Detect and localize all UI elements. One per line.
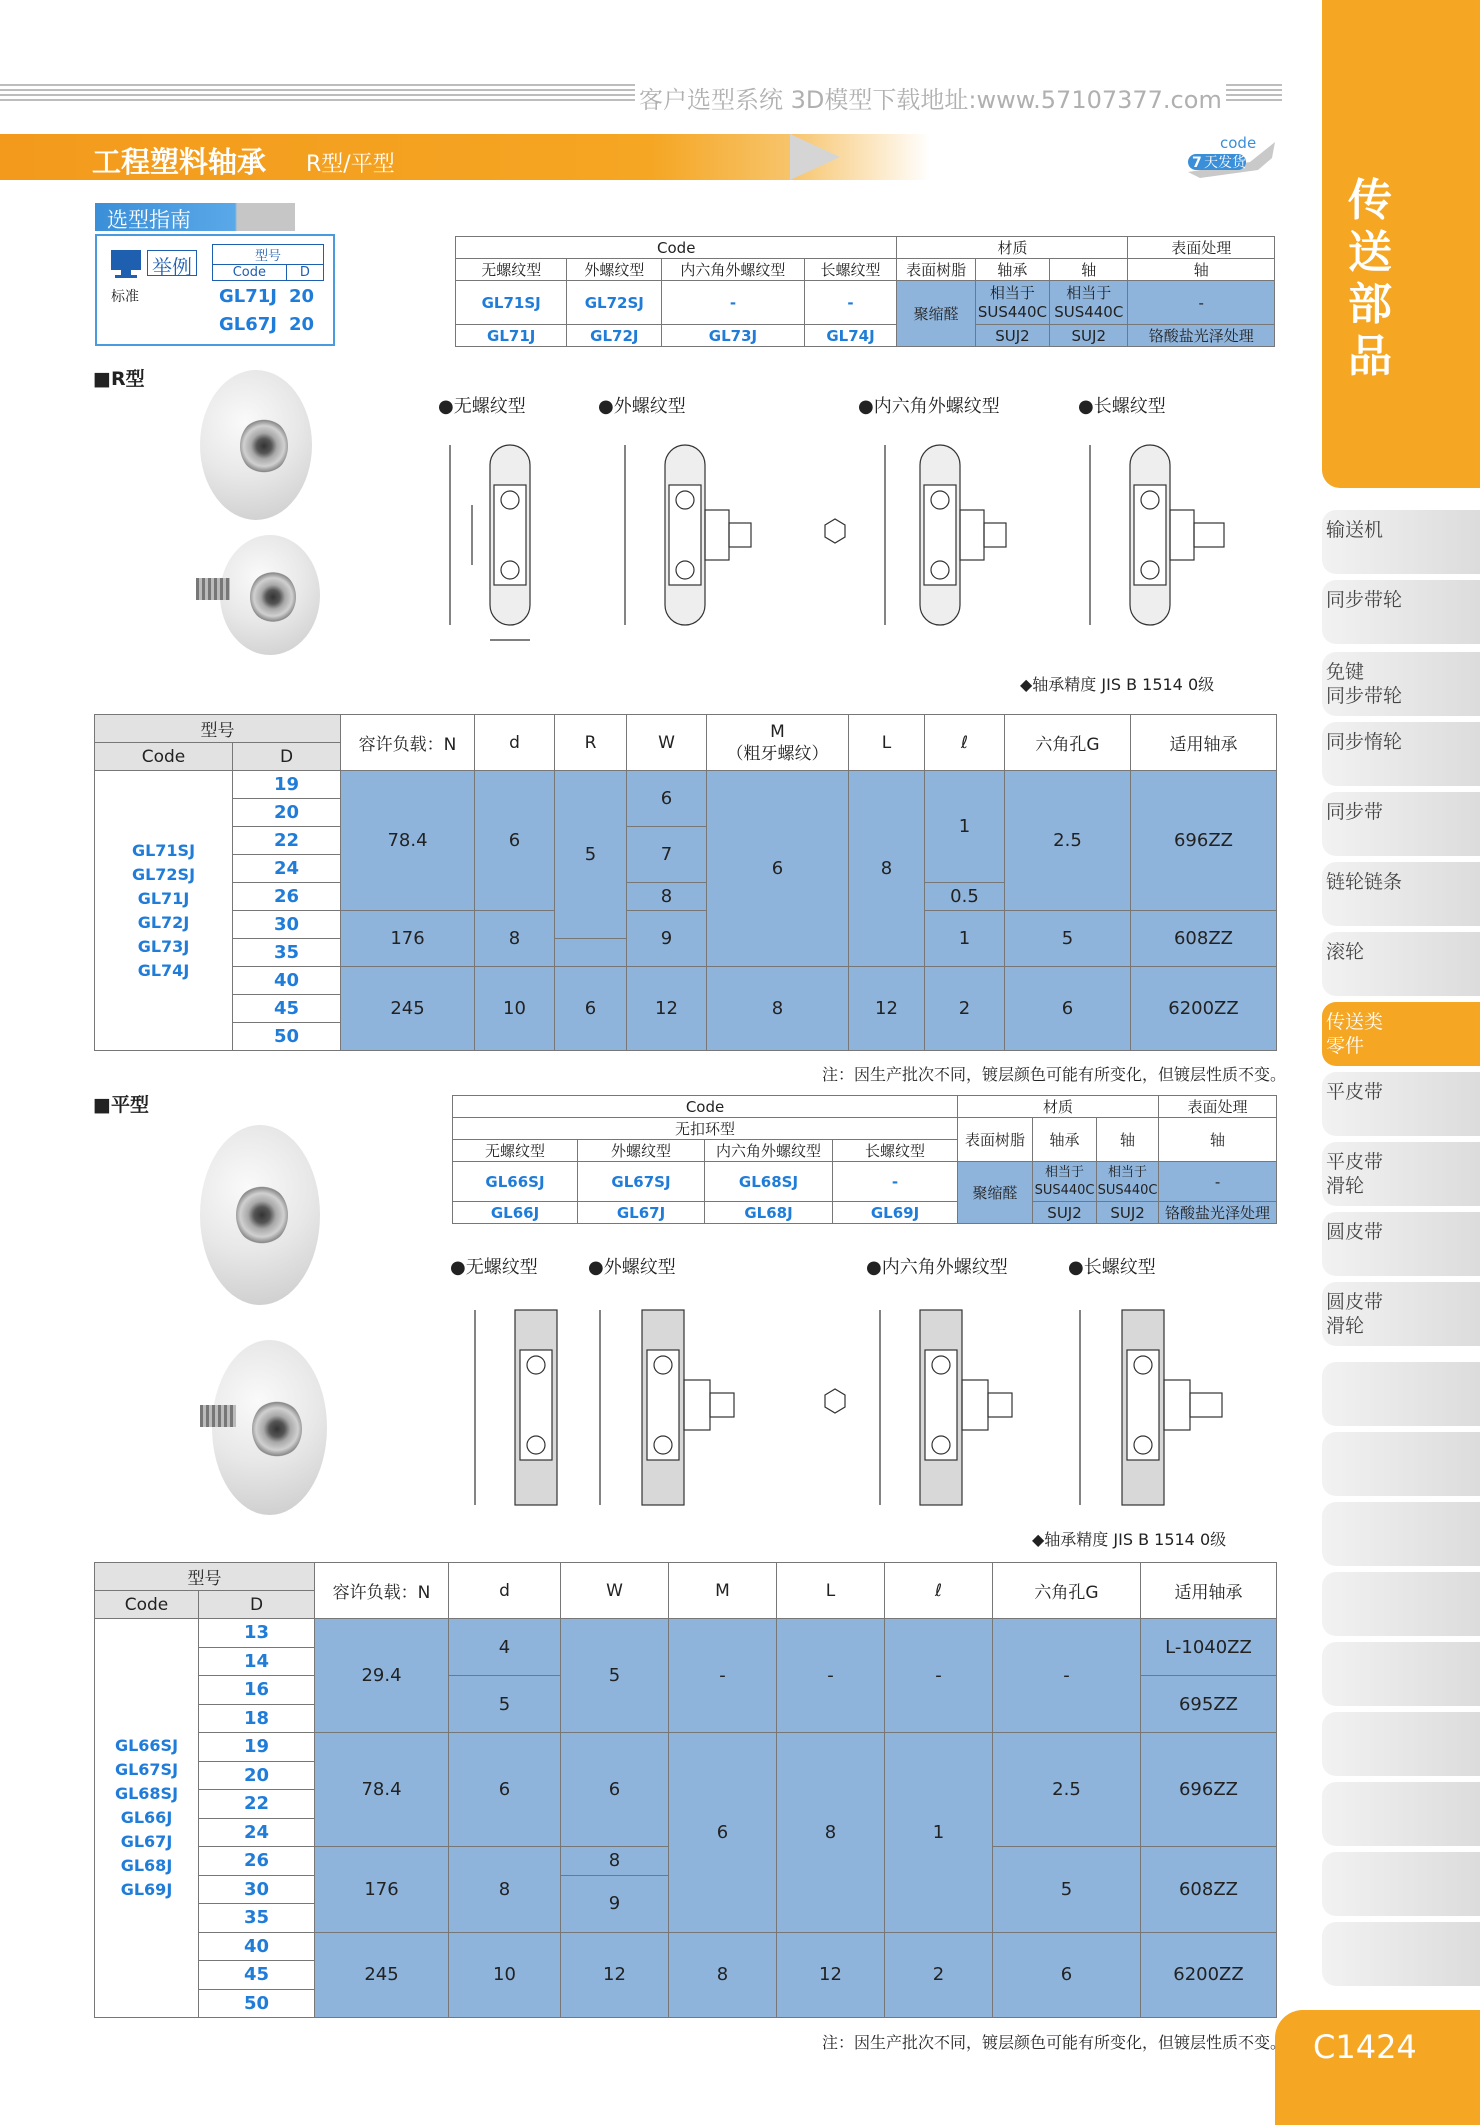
th-r: R: [555, 715, 627, 771]
th-m: M （粗牙螺纹）: [707, 715, 849, 771]
product-photo-flat-threaded: [212, 1340, 327, 1515]
d-cell: 20: [199, 1761, 315, 1790]
bore-cell: 4: [449, 1619, 561, 1676]
diagram-title: ●内六角外螺纹型: [866, 1257, 1008, 1278]
th-d: d: [475, 715, 555, 771]
load-cell: 245: [315, 1932, 449, 2018]
example-label: 举例: [147, 250, 197, 276]
th-none: 无螺纹型: [456, 259, 567, 281]
sidebar-item[interactable]: 同步带: [1322, 792, 1480, 856]
bearing-cell: SUJ2: [1033, 1202, 1097, 1224]
code-cell: GL67SJ: [578, 1162, 705, 1202]
th-D: D: [199, 1591, 315, 1619]
bore-cell: 8: [475, 911, 555, 967]
th-w: W: [627, 715, 707, 771]
load-cell: 78.4: [341, 771, 475, 911]
guide-row-d: 20: [289, 314, 315, 335]
load-cell: 29.4: [315, 1619, 449, 1733]
title-chevron: [790, 134, 840, 180]
product-photo-r-plain: [200, 370, 312, 520]
sidebar-item-empty[interactable]: [1322, 1432, 1480, 1496]
bearing-cell: 696ZZ: [1141, 1733, 1277, 1847]
d-cell: 14: [199, 1647, 315, 1676]
th-g: 六角孔G: [1005, 715, 1131, 771]
d-cell: 35: [233, 939, 341, 967]
d-cell: 50: [199, 1989, 315, 2018]
sidebar-item[interactable]: 链轮链条: [1322, 862, 1480, 926]
th-ell: ℓ: [885, 1563, 993, 1619]
load-cell: 176: [315, 1847, 449, 1933]
code-cell: -: [833, 1162, 958, 1202]
sidebar-item-empty[interactable]: [1322, 1502, 1480, 1566]
guide-col-d: D: [299, 265, 310, 280]
d-cell: 40: [233, 967, 341, 995]
th-code: Code: [95, 743, 233, 771]
bearing-cell: 相当于 SUS440C: [975, 281, 1049, 325]
d-cell: 50: [233, 1023, 341, 1051]
w-cell: 9: [561, 1875, 669, 1932]
guide-row-d: 20: [289, 286, 315, 307]
sidebar-item-empty[interactable]: [1322, 1712, 1480, 1776]
d-cell: 19: [199, 1733, 315, 1762]
page-number: C1424: [1313, 2028, 1417, 2066]
bore-cell: 8: [449, 1847, 561, 1933]
w-cell: 12: [627, 967, 707, 1051]
m-cell: -: [669, 1619, 777, 1733]
header-url[interactable]: 客户选型系统 3D模型下载地址:www.57107377.com: [635, 80, 1226, 115]
code-cell: GL73J: [662, 325, 804, 347]
th-D: D: [233, 743, 341, 771]
sidebar-category: [1322, 0, 1480, 488]
monitor-icon: [109, 248, 145, 280]
flat-type-drawings: [440, 1280, 1280, 1520]
th-resin: 表面树脂: [897, 259, 975, 281]
g-cell: 5: [1005, 911, 1131, 967]
code-cell: -: [662, 281, 804, 325]
sidebar-item-empty[interactable]: [1322, 1642, 1480, 1706]
l-cell: 8: [777, 1733, 885, 1933]
d-cell: 22: [199, 1790, 315, 1819]
standard-label: 标准: [111, 289, 139, 305]
th-code: Code: [95, 1591, 199, 1619]
sidebar-item[interactable]: 圆皮带 滑轮: [1322, 1282, 1480, 1346]
th-load: 容许负载：N: [341, 715, 475, 771]
flat-note: 注：因生产批次不同，镀层颜色可能有所变化，但镀层性质不变。: [822, 2033, 1287, 2052]
th-bearing: 轴承: [975, 259, 1049, 281]
th-load: 容许负载：N: [315, 1563, 449, 1619]
bore-cell: 10: [449, 1932, 561, 2018]
d-cell: 13: [199, 1619, 315, 1648]
g-cell: 2.5: [1005, 771, 1131, 911]
sidebar-item[interactable]: 免键 同步带轮: [1322, 652, 1480, 716]
r-cell-empty: [555, 939, 627, 967]
r-cell: 6: [555, 967, 627, 1051]
ell-cell: 1: [925, 911, 1005, 967]
sidebar-item[interactable]: 平皮带: [1322, 1072, 1480, 1136]
guide-box: [95, 234, 335, 346]
r-type-drawings: [430, 415, 1280, 670]
th-shaft: 轴: [1097, 1118, 1159, 1162]
th-resin: 表面树脂: [958, 1118, 1033, 1162]
sidebar-item-empty[interactable]: [1322, 1922, 1480, 1986]
code-list: GL71SJ GL72SJ GL71J GL72J GL73J GL74J: [95, 771, 233, 1051]
r-accuracy: ◆轴承精度 JIS B 1514 0级: [1020, 675, 1215, 694]
guide-col-code: Code: [213, 265, 287, 280]
d-cell: 40: [199, 1932, 315, 1961]
g-cell: 2.5: [993, 1733, 1141, 1847]
d-cell: 26: [199, 1847, 315, 1876]
d-cell: 30: [233, 911, 341, 939]
l-cell: 12: [849, 967, 925, 1051]
r-spec-table: [94, 714, 1277, 1051]
th-noring: 无扣环型: [453, 1118, 958, 1140]
shaft-cell: SUJ2: [1050, 325, 1128, 347]
w-cell: 9: [627, 911, 707, 967]
guide-row-code: GL71J: [219, 286, 277, 307]
d-cell: 35: [199, 1904, 315, 1933]
th-shaft-surface: 轴: [1159, 1118, 1277, 1162]
code-cell: GL68J: [705, 1202, 833, 1224]
load-cell: 176: [341, 911, 475, 967]
d-cell: 24: [199, 1818, 315, 1847]
code-cell: GL66J: [453, 1202, 578, 1224]
code-cell: GL71SJ: [456, 281, 567, 325]
th-ext: 外螺纹型: [578, 1140, 705, 1162]
shaft-cell: 相当于 SUS440C: [1050, 281, 1128, 325]
sidebar-item-empty[interactable]: [1322, 1362, 1480, 1426]
bearing-cell: SUJ2: [975, 325, 1049, 347]
surface-cell: 铬酸盐光泽处理: [1128, 325, 1275, 347]
r-cell: 5: [555, 771, 627, 939]
th-ext: 外螺纹型: [567, 259, 662, 281]
sidebar-item[interactable]: 输送机: [1322, 510, 1480, 574]
surface-cell: -: [1128, 281, 1275, 325]
bearing-cell: 608ZZ: [1141, 1847, 1277, 1933]
r-code-table: [455, 236, 1275, 347]
th-type: 型号: [95, 1563, 315, 1591]
plane-icon: [1180, 134, 1280, 180]
load-cell: 245: [341, 967, 475, 1051]
th-material: 材质: [958, 1096, 1159, 1118]
w-cell: 8: [627, 883, 707, 911]
sidebar-item[interactable]: 同步惰轮: [1322, 722, 1480, 786]
bearing-cell: 608ZZ: [1131, 911, 1277, 967]
sidebar-item[interactable]: 传送类 零件: [1322, 1002, 1480, 1066]
code-cell: -: [804, 281, 897, 325]
flat-spec-table: [94, 1562, 1277, 2018]
guide-col-type: 型号: [213, 245, 323, 265]
sidebar-category-label: 传送部品: [1348, 175, 1392, 382]
m-cell: 6: [707, 771, 849, 967]
th-l: L: [777, 1563, 885, 1619]
m-cell: 8: [707, 967, 849, 1051]
ship-day: 7: [1192, 155, 1202, 171]
th-ell: ℓ: [925, 715, 1005, 771]
d-cell: 45: [233, 995, 341, 1023]
code-badge-text: code: [1220, 134, 1257, 152]
code-cell: GL67J: [578, 1202, 705, 1224]
r-note: 注：因生产批次不同，镀层颜色可能有所变化，但镀层性质不变。: [822, 1065, 1287, 1084]
th-long: 长螺纹型: [833, 1140, 958, 1162]
product-photo-r-threaded: [220, 535, 320, 655]
surface-cell: -: [1159, 1162, 1277, 1202]
sidebar-item[interactable]: 同步带轮: [1322, 580, 1480, 644]
d-cell: 24: [233, 855, 341, 883]
shaft-cell: 相当于 SUS440C: [1097, 1162, 1159, 1202]
bore-cell: 10: [475, 967, 555, 1051]
guide-row-code: GL67J: [219, 314, 277, 335]
diagram-title: ●无螺纹型: [450, 1257, 538, 1278]
bore-cell: 5: [449, 1676, 561, 1733]
resin-cell: 聚缩醛: [958, 1162, 1033, 1224]
sidebar-item[interactable]: 圆皮带: [1322, 1212, 1480, 1276]
l-cell: -: [777, 1619, 885, 1733]
m-cell: 8: [669, 1932, 777, 2018]
section-r-label: ■R型: [93, 368, 145, 390]
th-l: L: [849, 715, 925, 771]
thread-stud-r: [196, 578, 230, 600]
d-cell: 18: [199, 1704, 315, 1733]
product-photo-flat-plain: [200, 1125, 320, 1305]
d-cell: 20: [233, 799, 341, 827]
ell-cell: 2: [925, 967, 1005, 1051]
th-none: 无螺纹型: [453, 1140, 578, 1162]
thread-stud-flat: [200, 1405, 236, 1427]
code-cell: GL66SJ: [453, 1162, 578, 1202]
d-cell: 45: [199, 1961, 315, 1990]
code-cell: GL72J: [567, 325, 662, 347]
th-type: 型号: [95, 715, 341, 743]
ship-text: 天发货: [1204, 155, 1246, 171]
ell-cell: 2: [885, 1932, 993, 2018]
th-material: 材质: [897, 237, 1128, 259]
diagram-title: ●外螺纹型: [598, 396, 686, 417]
th-bearing: 适用轴承: [1141, 1563, 1277, 1619]
d-cell: 26: [233, 883, 341, 911]
code-cell: GL72SJ: [567, 281, 662, 325]
w-cell: 12: [561, 1932, 669, 2018]
w-cell: 6: [627, 771, 707, 827]
g-cell: -: [993, 1619, 1141, 1733]
sidebar-item-empty[interactable]: [1322, 1782, 1480, 1846]
d-cell: 22: [233, 827, 341, 855]
ell-cell: 1: [925, 771, 1005, 883]
surface-cell: 铬酸盐光泽处理: [1159, 1202, 1277, 1224]
code-cell: GL74J: [804, 325, 897, 347]
flat-accuracy: ◆轴承精度 JIS B 1514 0级: [1032, 1530, 1227, 1549]
th-bearing: 适用轴承: [1131, 715, 1277, 771]
w-cell: 7: [627, 827, 707, 883]
d-cell: 16: [199, 1676, 315, 1705]
th-bearing: 轴承: [1033, 1118, 1097, 1162]
diagram-title: ●长螺纹型: [1068, 1257, 1156, 1278]
shaft-cell: SUJ2: [1097, 1202, 1159, 1224]
page-title: 工程塑料轴承: [92, 145, 267, 179]
th-code: Code: [456, 237, 897, 259]
load-cell: 78.4: [315, 1733, 449, 1847]
sidebar-item[interactable]: 平皮带 滑轮: [1322, 1142, 1480, 1206]
sidebar-item-empty[interactable]: [1322, 1852, 1480, 1916]
code-cell: GL68SJ: [705, 1162, 833, 1202]
th-long: 长螺纹型: [804, 259, 897, 281]
d-cell: 19: [233, 771, 341, 799]
th-hex: 内六角外螺纹型: [705, 1140, 833, 1162]
g-cell: 5: [993, 1847, 1141, 1933]
ell-cell: 0.5: [925, 883, 1005, 911]
sidebar-item[interactable]: 滚轮: [1322, 932, 1480, 996]
ell-cell: -: [885, 1619, 993, 1733]
th-d: d: [449, 1563, 561, 1619]
w-cell: 8: [561, 1847, 669, 1876]
bearing-cell: 696ZZ: [1131, 771, 1277, 911]
bearing-cell: L-1040ZZ: [1141, 1619, 1277, 1676]
bearing-cell: 6200ZZ: [1141, 1932, 1277, 2018]
code-list: GL66SJ GL67SJ GL68SJ GL66J GL67J GL68J GL69J: [95, 1619, 199, 2018]
th-m: M: [669, 1563, 777, 1619]
w-cell: 6: [561, 1733, 669, 1847]
l-cell: 12: [777, 1932, 885, 2018]
bore-cell: 6: [475, 771, 555, 911]
th-shaft: 轴: [1050, 259, 1128, 281]
th-surface: 表面处理: [1128, 237, 1275, 259]
code-cell: GL71J: [456, 325, 567, 347]
th-g: 六角孔G: [993, 1563, 1141, 1619]
ell-cell: 1: [885, 1733, 993, 1933]
resin-cell: 聚缩醛: [897, 281, 975, 347]
th-w: W: [561, 1563, 669, 1619]
g-cell: 6: [993, 1932, 1141, 2018]
th-hex: 内六角外螺纹型: [662, 259, 804, 281]
d-cell: 30: [199, 1875, 315, 1904]
m-cell: 6: [669, 1733, 777, 1933]
bore-cell: 6: [449, 1733, 561, 1847]
w-cell: 5: [561, 1619, 669, 1733]
bearing-cell: 695ZZ: [1141, 1676, 1277, 1733]
diagram-title: ●无螺纹型: [438, 396, 526, 417]
diagram-title: ●外螺纹型: [588, 1257, 676, 1278]
th-surface: 表面处理: [1159, 1096, 1277, 1118]
page-number-tab: [1275, 2010, 1480, 2125]
diagram-title: ●内六角外螺纹型: [858, 396, 1000, 417]
g-cell: 6: [1005, 967, 1131, 1051]
th-code: Code: [453, 1096, 958, 1118]
sidebar-item-empty[interactable]: [1322, 1572, 1480, 1636]
page-subtitle: R型/平型: [306, 152, 395, 177]
flat-code-table: [452, 1095, 1277, 1224]
diagram-title: ●长螺纹型: [1078, 396, 1166, 417]
bearing-cell: 相当于 SUS440C: [1033, 1162, 1097, 1202]
guide-tag: 选型指南: [95, 203, 295, 231]
l-cell: 8: [849, 771, 925, 967]
section-flat-label: ■平型: [93, 1094, 149, 1116]
code-cell: GL69J: [833, 1202, 958, 1224]
bearing-cell: 6200ZZ: [1131, 967, 1277, 1051]
th-shaft-surface: 轴: [1128, 259, 1275, 281]
ship-badge: [1180, 134, 1280, 180]
